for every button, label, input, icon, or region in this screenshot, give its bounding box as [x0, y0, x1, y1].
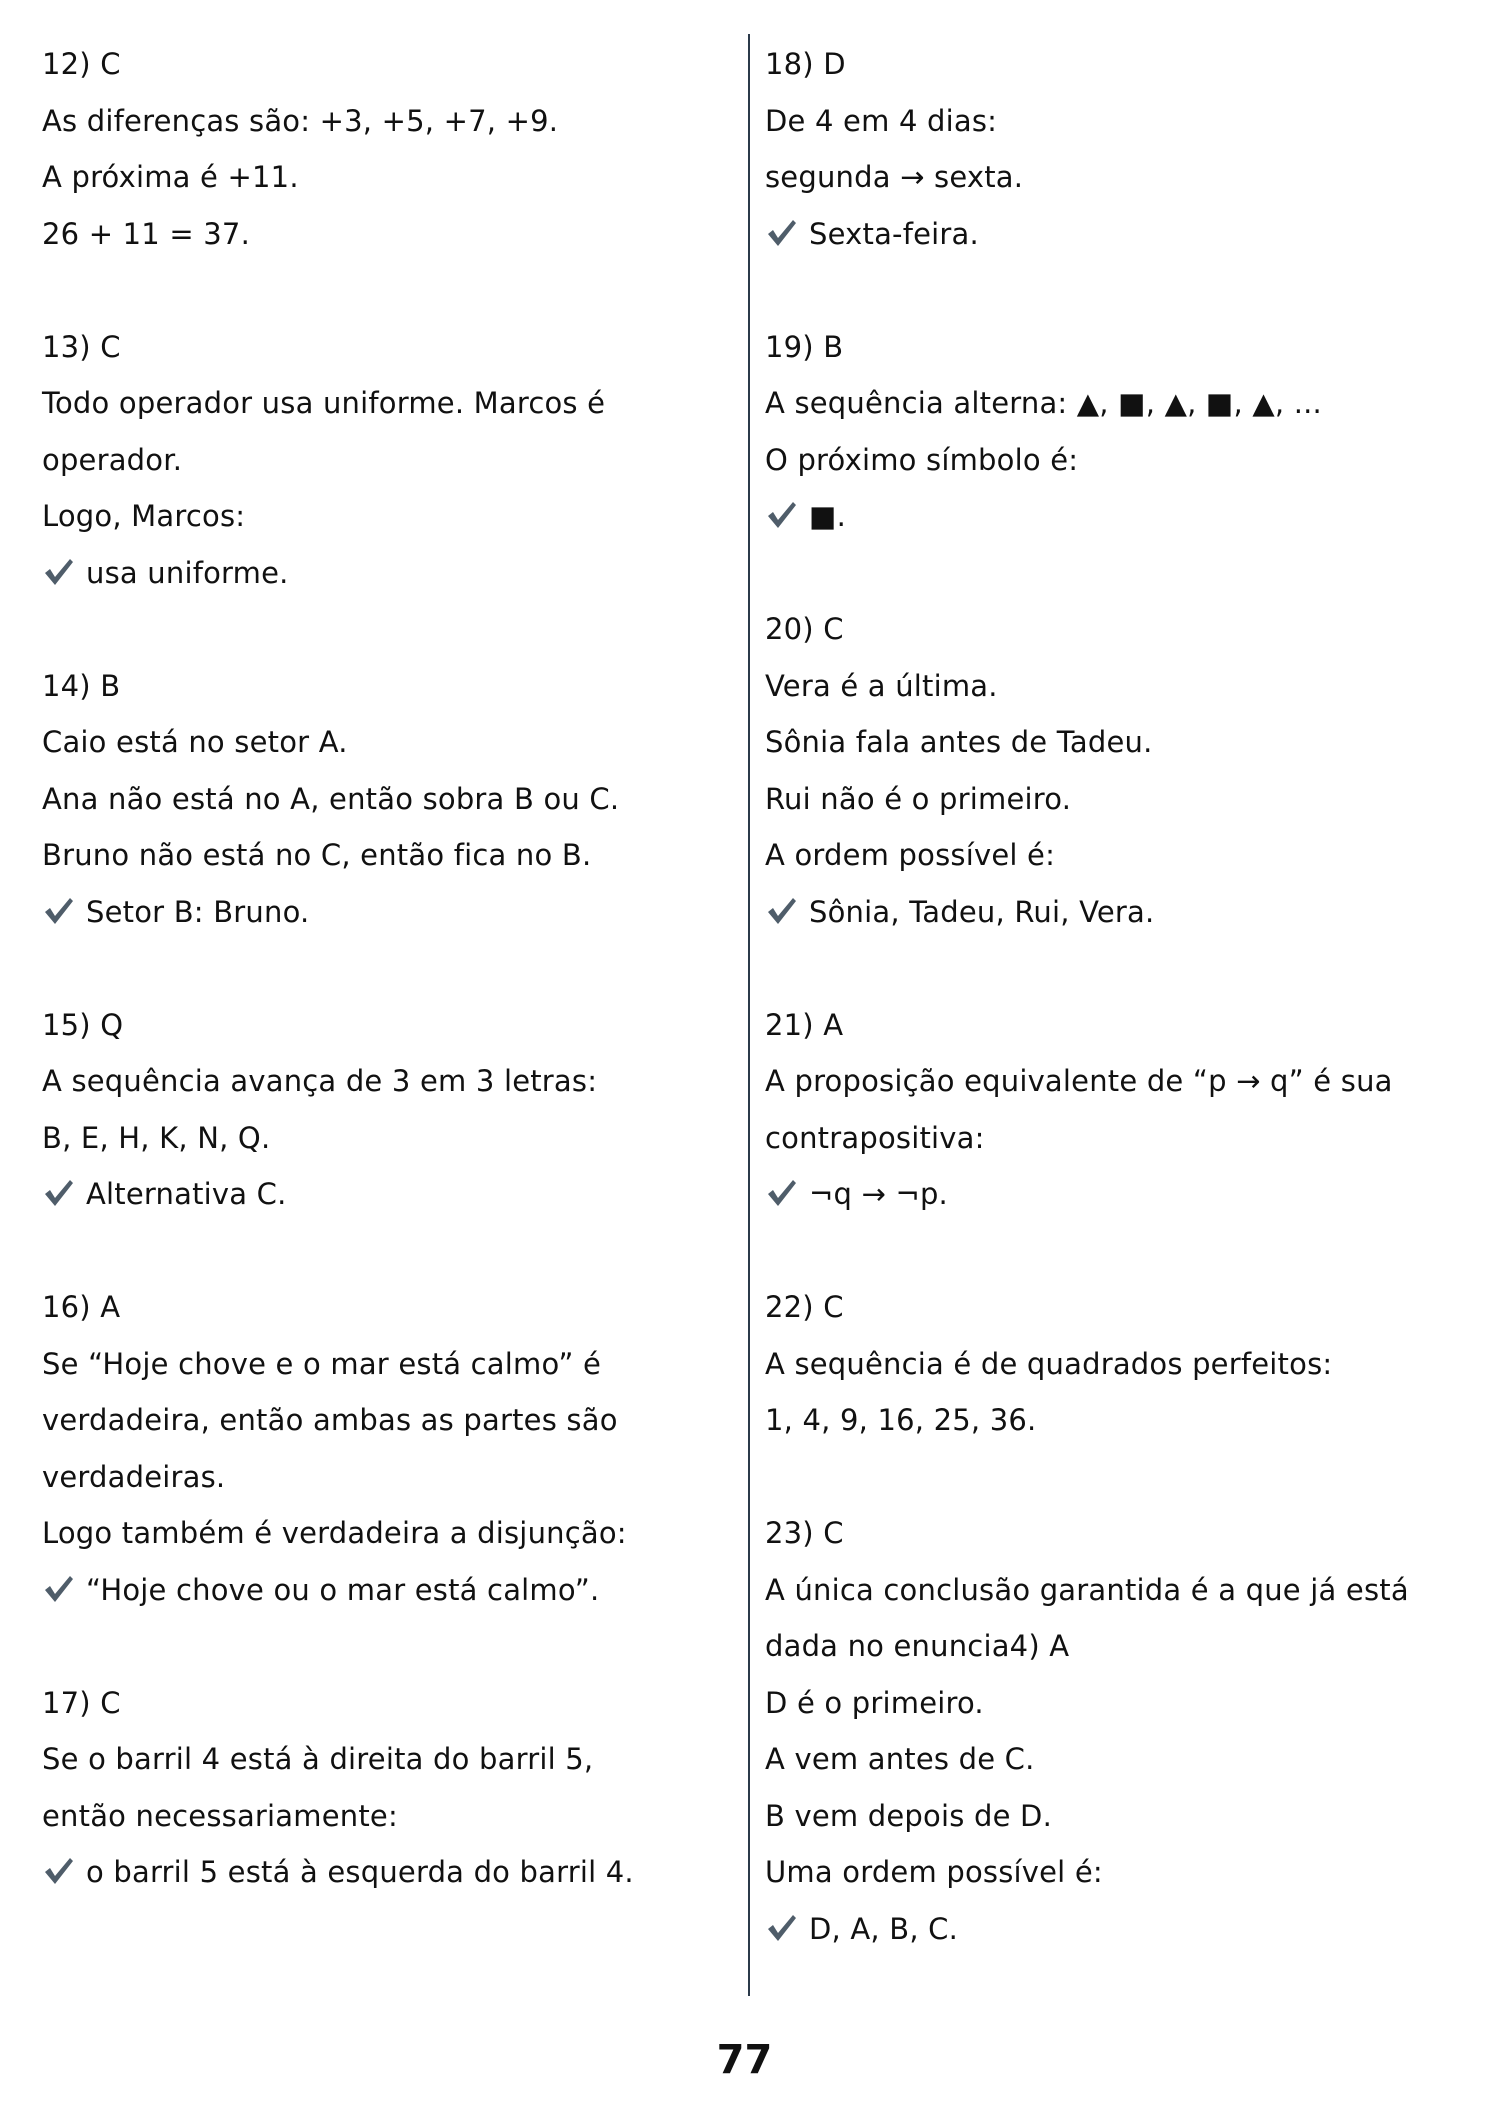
answer-conclusion — [42, 1844, 722, 1901]
line-text: O próximo símbolo é: — [765, 442, 1079, 477]
answer-conclusion — [765, 206, 1465, 263]
left-column — [42, 36, 722, 1957]
answer-line — [42, 93, 722, 150]
answer-block — [765, 601, 1465, 940]
line-text: D, A, B, C. — [809, 1911, 959, 1946]
line-text: operador. — [42, 442, 183, 477]
answer-line — [765, 1675, 1465, 1732]
line-text: Todo operador usa uniforme. Marcos é — [42, 386, 606, 420]
page-number: 77 — [716, 2037, 773, 2083]
answer-heading — [42, 36, 722, 93]
line-text: Se “Hoje chove e o mar está calmo” é — [42, 1346, 602, 1381]
answer-heading — [765, 601, 1465, 658]
check-icon — [42, 1854, 76, 1888]
line-text: A vem antes de C. — [765, 1742, 1035, 1776]
answer-block — [42, 319, 722, 602]
line-text: ¬q → ¬p. — [809, 1177, 948, 1211]
check-icon — [42, 1572, 76, 1606]
line-text: A ordem possível é: — [765, 838, 1056, 872]
line-text: usa uniforme. — [86, 555, 289, 590]
answer-heading — [765, 1279, 1465, 1336]
answer-block — [765, 1279, 1465, 1449]
answer-block — [765, 1505, 1465, 1957]
line-text: 12) C — [42, 47, 121, 81]
line-text: Sônia, Tadeu, Rui, Vera. — [809, 894, 1155, 929]
line-text: Sexta-feira. — [809, 216, 979, 251]
check-icon — [765, 1911, 799, 1945]
answer-line — [42, 1449, 722, 1506]
answer-line — [765, 432, 1465, 489]
answer-heading — [765, 1505, 1465, 1562]
answer-heading — [42, 1675, 722, 1732]
answer-line — [42, 827, 722, 884]
line-text: Alternativa C. — [86, 1177, 287, 1211]
line-text: 22) C — [765, 1290, 844, 1324]
answer-line — [42, 1392, 722, 1449]
answer-line — [765, 771, 1465, 828]
check-icon — [42, 1176, 76, 1210]
check-icon — [765, 1176, 799, 1210]
answer-block — [42, 1675, 722, 1901]
line-text: o barril 5 está à esquerda do barril 4. — [86, 1855, 634, 1889]
answer-line — [42, 714, 722, 771]
line-text: Setor B: Bruno. — [86, 894, 310, 929]
line-text: A próxima é +11. — [42, 160, 299, 194]
line-text: A proposição equivalente de “p → q” é sua — [765, 1064, 1393, 1098]
answer-line — [765, 714, 1465, 771]
line-text: 20) C — [765, 612, 844, 646]
line-text: então necessariamente: — [42, 1798, 398, 1833]
answer-line — [765, 93, 1465, 150]
line-text: B vem depois de D. — [765, 1798, 1052, 1833]
line-text: 17) C — [42, 1685, 121, 1720]
answer-line — [765, 149, 1465, 206]
line-text: 19) B — [765, 329, 844, 364]
line-text: Rui não é o primeiro. — [765, 781, 1072, 816]
line-text: B, E, H, K, N, Q. — [42, 1120, 271, 1155]
line-text: 13) C — [42, 329, 121, 364]
line-text: dada no enuncia4) A — [765, 1629, 1070, 1663]
answer-block — [765, 36, 1465, 262]
line-text: Uma ordem possível é: — [765, 1855, 1103, 1889]
answer-conclusion — [42, 1166, 722, 1223]
line-text: Se o barril 4 está à direita do barril 5, — [42, 1742, 594, 1776]
answer-conclusion — [765, 1166, 1465, 1223]
check-icon — [765, 894, 799, 928]
answer-line — [42, 771, 722, 828]
line-text: Bruno não está no C, então fica no B. — [42, 838, 592, 872]
check-icon — [42, 894, 76, 928]
answer-line — [765, 1392, 1465, 1449]
answer-line — [42, 1053, 722, 1110]
answer-line — [765, 1618, 1465, 1675]
answer-line — [42, 1110, 722, 1167]
check-icon — [42, 555, 76, 589]
answer-line — [765, 1110, 1465, 1167]
answer-line — [765, 1731, 1465, 1788]
line-text: 23) C — [765, 1516, 844, 1550]
line-text: De 4 em 4 dias: — [765, 103, 998, 138]
answer-line — [765, 1053, 1465, 1110]
answer-line — [42, 1336, 722, 1393]
line-text: Sônia fala antes de Tadeu. — [765, 725, 1153, 759]
answer-line — [42, 149, 722, 206]
answer-block — [42, 997, 722, 1223]
answer-line — [42, 1731, 722, 1788]
line-text: A sequência é de quadrados perfeitos: — [765, 1346, 1333, 1381]
answer-line — [765, 1844, 1465, 1901]
line-text: verdadeira, então ambas as partes são — [42, 1403, 618, 1437]
answer-line — [42, 1788, 722, 1845]
answer-heading — [42, 1279, 722, 1336]
line-text: As diferenças são: +3, +5, +7, +9. — [42, 103, 559, 138]
answer-heading — [42, 658, 722, 715]
line-text: Logo também é verdadeira a disjunção: — [42, 1516, 627, 1550]
answer-block — [765, 319, 1465, 545]
answer-line — [42, 488, 722, 545]
line-text: 18) D — [765, 47, 846, 81]
answer-line — [765, 1562, 1465, 1619]
line-text: “Hoje chove ou o mar está calmo”. — [86, 1572, 600, 1607]
answer-conclusion — [42, 1562, 722, 1619]
answer-block — [765, 997, 1465, 1223]
answer-line — [765, 375, 1465, 432]
check-icon — [765, 216, 799, 250]
answer-conclusion — [42, 884, 722, 941]
column-divider — [748, 34, 750, 1996]
line-text: 14) B — [42, 668, 121, 703]
line-text: 1, 4, 9, 16, 25, 36. — [765, 1403, 1037, 1437]
answer-line — [42, 375, 722, 432]
line-text: Caio está no setor A. — [42, 725, 348, 759]
line-text: A sequência alterna: ▲, ■, ▲, ■, ▲, ... — [765, 386, 1322, 420]
answer-line — [765, 827, 1465, 884]
line-text: D é o primeiro. — [765, 1685, 984, 1720]
line-text: A sequência avança de 3 em 3 letras: — [42, 1064, 598, 1098]
line-text: 21) A — [765, 1007, 844, 1042]
line-text: segunda → sexta. — [765, 160, 1024, 194]
answer-block — [42, 1279, 722, 1618]
answer-heading — [42, 997, 722, 1054]
line-text: ■. — [809, 499, 847, 533]
line-text: Logo, Marcos: — [42, 499, 246, 533]
answer-conclusion — [765, 1901, 1465, 1958]
answer-line — [765, 658, 1465, 715]
answer-line — [765, 1336, 1465, 1393]
answer-block — [42, 658, 722, 941]
answer-block — [42, 36, 722, 262]
line-text: 15) Q — [42, 1007, 124, 1042]
answer-heading — [765, 997, 1465, 1054]
answer-line — [42, 206, 722, 263]
line-text: 26 + 11 = 37. — [42, 216, 250, 251]
line-text: Vera é a última. — [765, 668, 998, 703]
line-text: verdadeiras. — [42, 1459, 226, 1494]
line-text: contrapositiva: — [765, 1120, 985, 1155]
right-column — [765, 36, 1465, 2014]
answer-conclusion — [42, 545, 722, 602]
answer-conclusion — [765, 884, 1465, 941]
answer-line — [42, 432, 722, 489]
answer-heading — [42, 319, 722, 376]
line-text: 16) A — [42, 1290, 121, 1324]
check-icon — [765, 498, 799, 532]
line-text: A única conclusão garantida é a que já está — [765, 1572, 1409, 1607]
answer-heading — [765, 319, 1465, 376]
answer-heading — [765, 36, 1465, 93]
line-text: Ana não está no A, então sobra B ou C. — [42, 781, 620, 816]
answer-conclusion — [765, 488, 1465, 545]
answer-line — [42, 1505, 722, 1562]
answer-line — [765, 1788, 1465, 1845]
